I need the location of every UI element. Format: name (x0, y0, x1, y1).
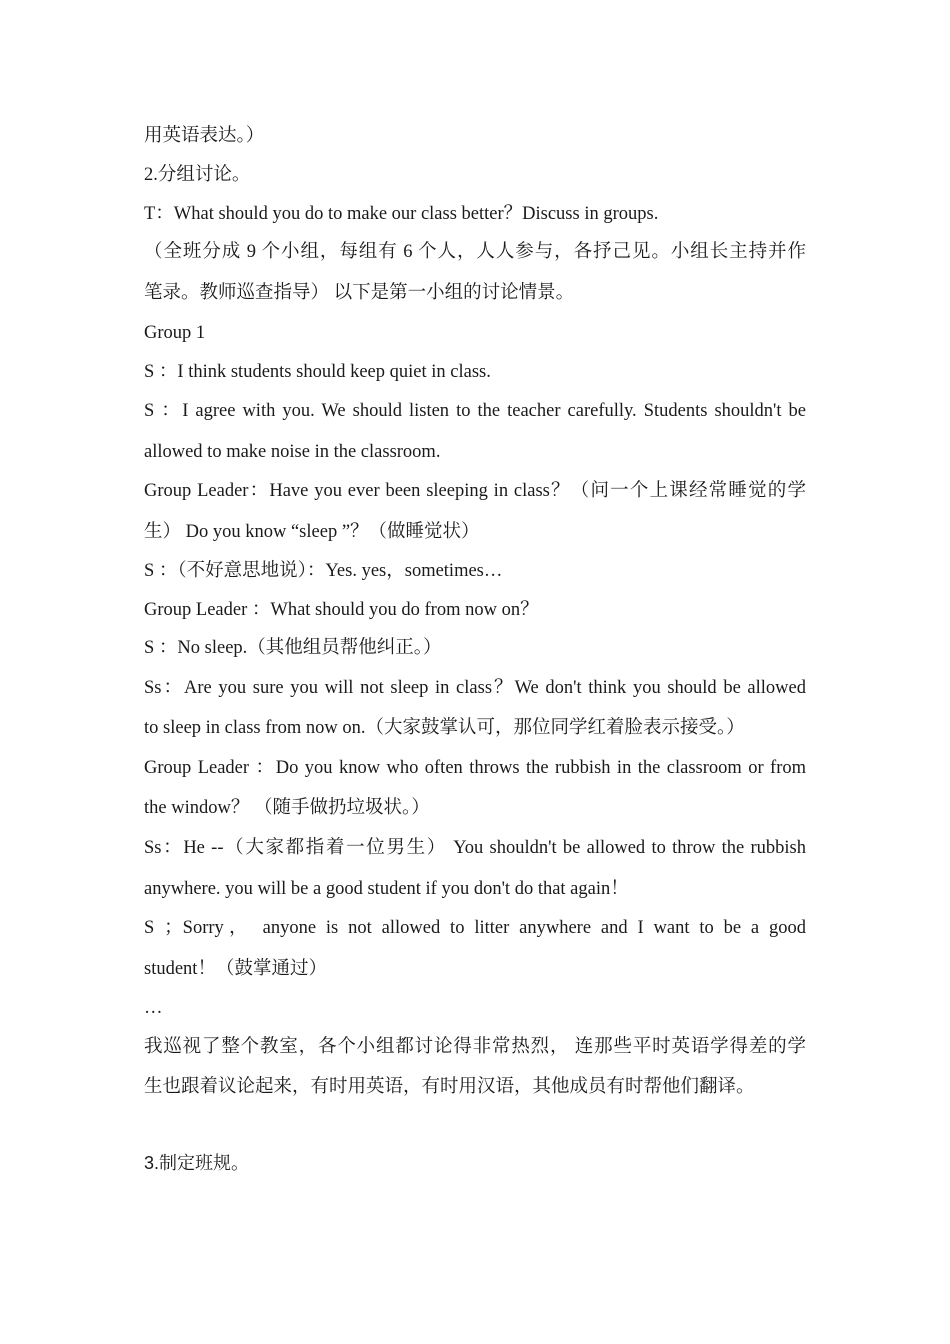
dialogue-line: S ：（不好意思地说）：Yes. yes，sometimes… (144, 561, 503, 581)
text-line: 笔录。教师巡查指导） 以下是第一小组的讨论情景。 (144, 283, 575, 303)
group-label: Group 1 (144, 323, 206, 343)
dialogue-line: 生） Do you know “sleep ”？（做睡觉状） (144, 522, 480, 542)
dialogue-line: to sleep in class from now on.（大家鼓掌认可，那位同学红着脸表示接受。） (144, 718, 745, 738)
dialogue-line: the window？ （随手做扔垃圾状。） (144, 798, 430, 818)
dialogue-line: allowed to make noise in the classroom. (144, 442, 441, 462)
dialogue-line: Ss：Are you sure you will not sleep in class？We don't think you should be allowed (144, 678, 806, 698)
dialogue-line: S ：I agree with you. We should listen to the teacher carefully. Students shouldn't be (144, 401, 806, 421)
ellipsis: … (144, 998, 163, 1018)
dialogue-line: Group Leader：Have you ever been sleeping in class？（问一个上课经常睡觉的学 (144, 481, 806, 501)
text-line: 我巡视了整个教室，各个小组都讨论得非常热烈， 连那些平时英语学得差的学 (144, 1037, 806, 1057)
dialogue-line: anywhere. you will be a good student if you don't do that again！ (144, 879, 629, 899)
section-heading: 2.分组讨论。 (144, 165, 251, 185)
text-line: 生也跟着议论起来，有时用英语，有时用汉语，其他成员有时帮他们翻译。 (144, 1077, 755, 1097)
dialogue-line: Group Leader ：Do you know who often throws the rubbish in the classroom or from (144, 758, 806, 778)
dialogue-line: Group Leader ：What should you do from now on？ (144, 600, 539, 620)
text-line: 用英语表达。） (144, 126, 265, 146)
text-line: T：What should you do to make our class better？Discuss in groups. (144, 204, 659, 224)
dialogue-line: S ；Sorry， anyone is not allowed to litter anywhere and I want to be a good (144, 918, 806, 938)
dialogue-line: S ：No sleep.（其他组员帮他纠正。） (144, 638, 442, 658)
dialogue-line: S ：I think students should keep quiet in class. (144, 362, 491, 382)
dialogue-line: student！（鼓掌通过） (144, 959, 327, 979)
text-line: （全班分成 9 个小组，每组有 6 个人，人人参与，各抒己见。小组长主持并作 (144, 242, 806, 262)
dialogue-line: Ss：He --（大家都指着一位男生） You shouldn't be allowed to throw the rubbish (144, 838, 806, 858)
section-heading: 3.制定班规。 (144, 1153, 250, 1173)
